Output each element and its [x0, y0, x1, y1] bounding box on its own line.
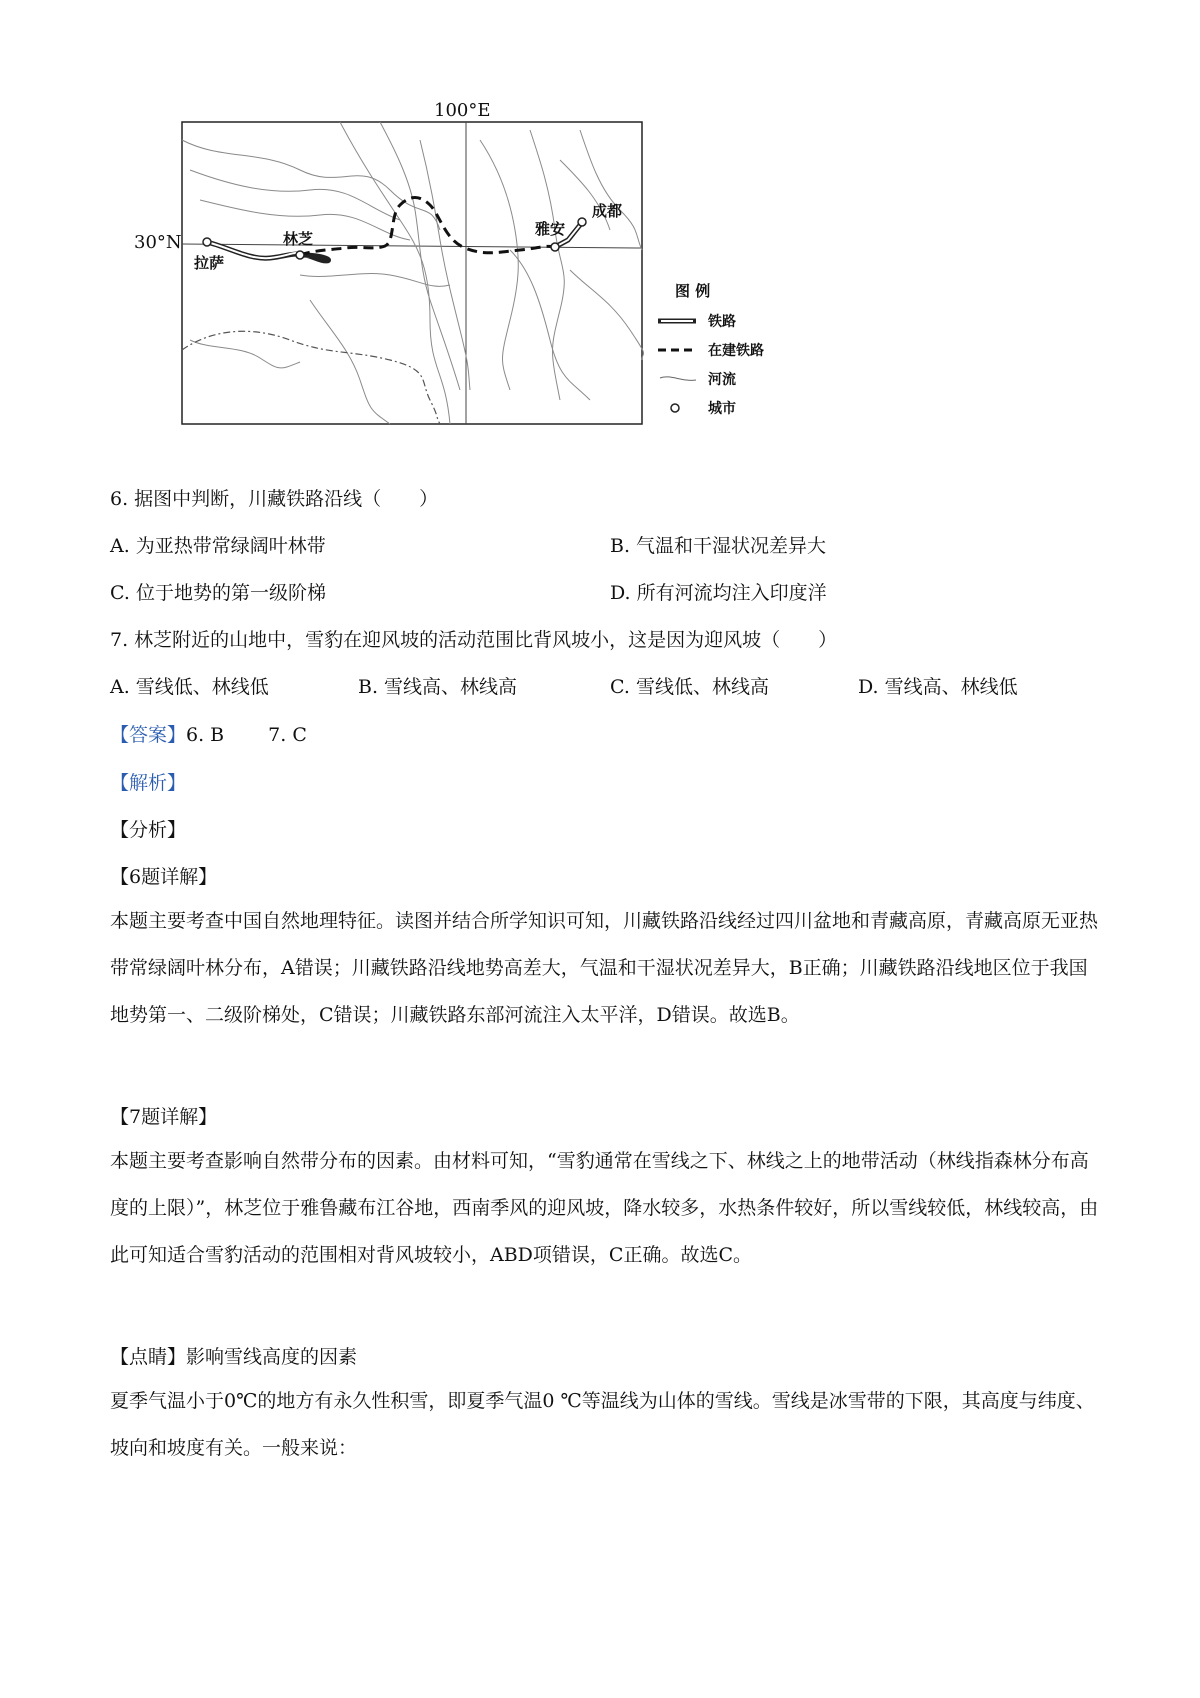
answer-row — [110, 720, 307, 747]
legend-river: 河流 — [708, 372, 736, 388]
q7-option-d: D. 雪线高、林线低 — [858, 676, 1018, 698]
city-yaan-marker — [551, 243, 559, 251]
legend-city: 城市 — [708, 401, 736, 417]
answer-label: 【答案】 — [110, 724, 187, 746]
city-lhasa-marker — [203, 238, 211, 246]
q6-option-d: D. 所有河流均注入印度洋 — [610, 582, 827, 604]
q7-option-a: A. 雪线低、林线低 — [110, 676, 269, 698]
railway-map — [130, 100, 850, 475]
dianjing-heading: 【点睛】 — [110, 1346, 187, 1368]
legend-title: 图 例 — [675, 282, 711, 300]
q6-option-a: A. 为亚热带常绿阔叶林带 — [110, 535, 326, 557]
detail6-heading: 【6题详解】 — [110, 866, 218, 888]
map-legend — [658, 282, 764, 417]
legend-railway: 铁路 — [708, 314, 736, 330]
q7-option-b: B. 雪线高、林线高 — [358, 676, 518, 698]
detail6-text: 本题主要考查中国自然地理特征。读图并结合所学知识可知，川藏铁路沿线经过四川盆地和青藏高原，青藏高原无亚热带常绿阔叶林分布，A错误；川藏铁路沿线地势高差大，气温和干湿状况差异大，B正确；川藏铁路沿线地区位于我国地势第一、二级阶梯处，C错误；川藏铁路东部河流注入太平洋，D错误。故选B。 — [110, 910, 1099, 1026]
city-nyingchi-marker — [296, 251, 304, 259]
lat-label: 30°N — [134, 232, 182, 253]
city-chengdu-marker — [578, 218, 586, 226]
q6-option-b: B. 气温和干湿状况差异大 — [610, 535, 827, 557]
q7-stem: 7. 林芝附近的山地中，雪豹在迎风坡的活动范围比背风坡小，这是因为迎风坡（ ） — [110, 629, 838, 651]
q7-option-c: C. 雪线低、林线高 — [610, 676, 769, 698]
city-chengdu-label: 成都 — [592, 202, 623, 220]
fenxi-heading: 【分析】 — [110, 819, 187, 841]
q6-option-c: C. 位于地势的第一级阶梯 — [110, 582, 326, 604]
city-nyingchi-label: 林芝 — [283, 230, 314, 248]
city-yaan-label: 雅安 — [535, 220, 566, 238]
answer-6: 6. B — [186, 724, 225, 746]
dianjing-row — [110, 1342, 357, 1369]
jiexi-heading: 【解析】 — [110, 772, 187, 794]
answer-7: 7. C — [268, 724, 307, 746]
detail7-text: 本题主要考查影响自然带分布的因素。由材料可知，“雪豹通常在雪线之下、林线之上的地带活动（林线指森林分布高度的上限）”，林芝位于雅鲁藏布江谷地，西南季风的迎风坡，降水较多，水热条件较好，所以雪线较低，林线较高，由此可知适合雪豹活动的范围相对背风坡较小，ABD项错误，C正确。故选C。 — [110, 1150, 1099, 1266]
detail7-heading: 【7题详解】 — [110, 1106, 218, 1128]
city-lhasa-label: 拉萨 — [194, 254, 225, 272]
legend-railway-building: 在建铁路 — [708, 343, 764, 359]
lon-label: 100°E — [434, 100, 491, 121]
q6-stem: 6. 据图中判断，川藏铁路沿线（ ） — [110, 488, 439, 510]
dianjing-title: 影响雪线高度的因素 — [186, 1346, 358, 1368]
dianjing-text: 夏季气温小于0℃的地方有永久性积雪，即夏季气温0 ℃等温线为山体的雪线。雪线是冰雪带的下限，其高度与纬度、坡向和坡度有关。一般来说： — [110, 1390, 1095, 1459]
